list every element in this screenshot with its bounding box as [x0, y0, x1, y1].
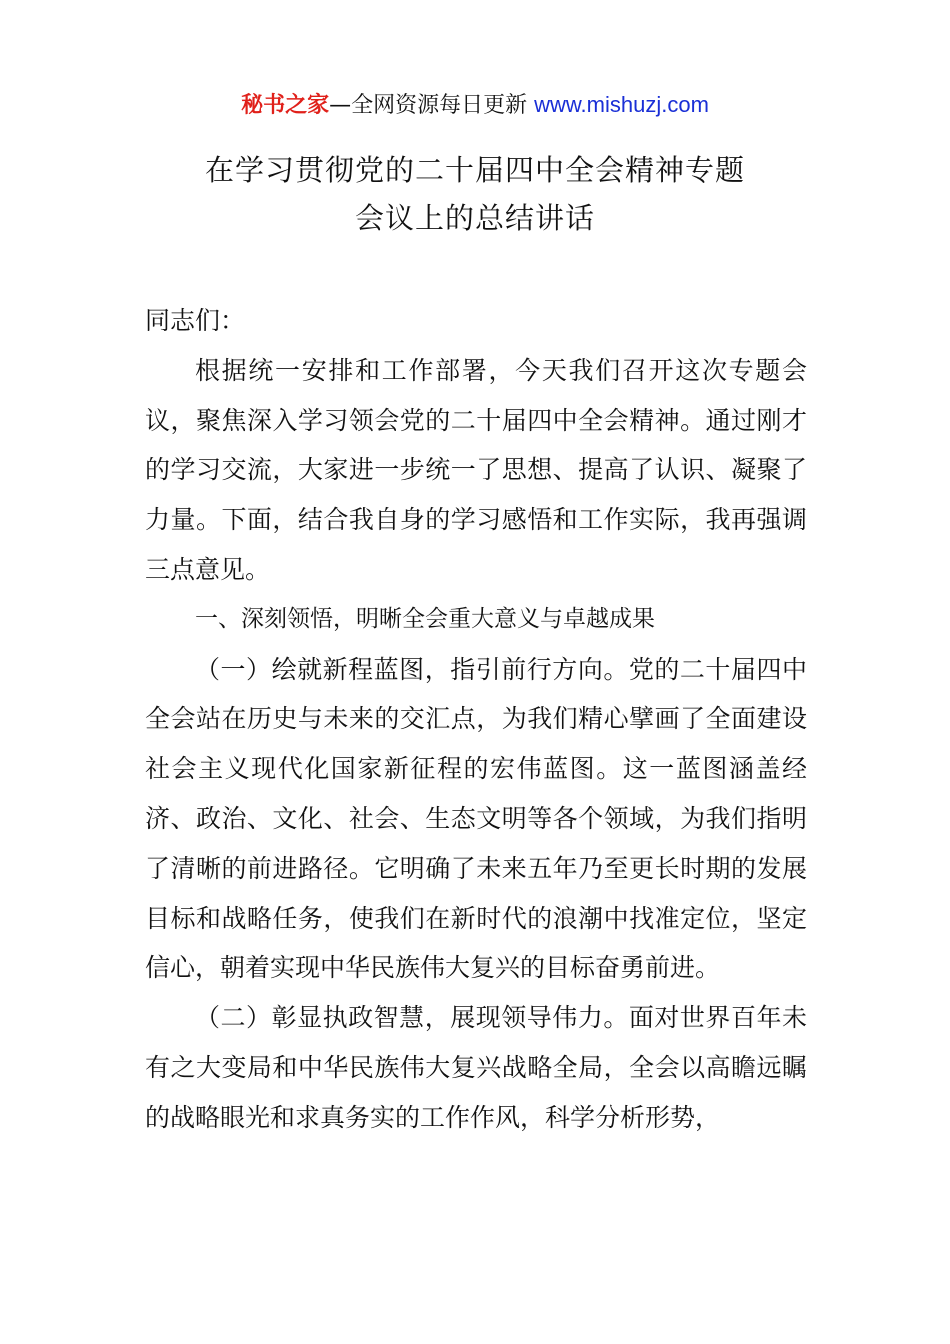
- paragraph-1: （一）绘就新程蓝图，指引前行方向。党的二十届四中全会站在历史与未来的交汇点，为我们精心擘画了全面建设社会主义现代化国家新征程的宏伟蓝图。这一蓝图涵盖经济、政治、文化、社会、生态文明等各个领域，为我们指明了清晰的前进路径。它明确了未来五年乃至更长时期的发展目标和战略任务，使我们在新时代的浪潮中找准定位，坚定信心，朝着实现中华民族伟大复兴的目标奋勇前进。: [145, 654, 807, 983]
- title-line-1: 在学习贯彻党的二十届四中全会精神专题: [204, 153, 745, 187]
- site-header: [0, 88, 950, 123]
- intro-paragraph: 根据统一安排和工作部署，今天我们召开这次专题会议，聚焦深入学习领会党的二十届四中全会精神。通过刚才的学习交流，大家进一步统一了思想、提高了认识、凝聚了力量。下面，结合我自身的学习感悟和工作实际，我再强调三点意见。: [145, 355, 807, 584]
- site-tagline: —全网资源每日更新: [329, 93, 528, 118]
- document-body: [145, 296, 807, 1143]
- site-name: 秘书之家: [241, 93, 330, 118]
- document-title: [0, 146, 950, 242]
- site-url-link[interactable]: www.mishuzj.com: [534, 92, 709, 117]
- section-heading-1: 一、深刻领悟，明晰全会重大意义与卓越成果: [195, 605, 655, 632]
- paragraph-2: （二）彰显执政智慧，展现领导伟力。面对世界百年未有之大变局和中华民族伟大复兴战略全局，全会以高瞻远瞩的战略眼光和求真务实的工作作风，科学分析形势，: [145, 1003, 807, 1132]
- title-line-2: 会议上的总结讲话: [354, 201, 595, 235]
- salutation: 同志们：: [145, 306, 246, 335]
